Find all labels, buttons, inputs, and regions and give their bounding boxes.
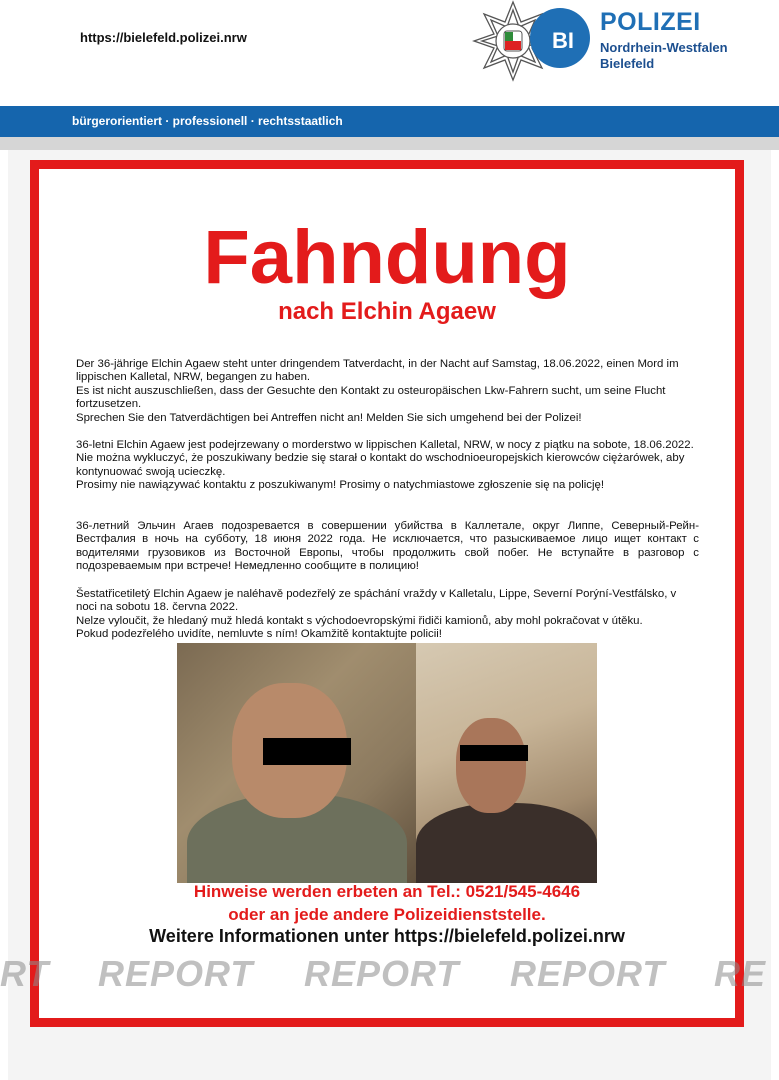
slogan-text: bürgerorientiert · professionell · rechtsstaatlich [72, 114, 343, 128]
divider-bar [0, 137, 779, 150]
poster-title: Fahndung [203, 215, 571, 300]
polish-line-1: 36-letni Elchin Agaew jest podejrzewany o morderstwo w lippischen Kalletal, NRW, w nocy z piątku na sobote, 18.06.2022. [76, 439, 694, 451]
more-info-line: Weitere Informationen unter https://bielefeld.polizei.nrw [149, 926, 625, 946]
bi-logo-text: BI [552, 28, 574, 53]
contact-line-1: Hinweise werden erbeten an Tel.: 0521/545-4646 [193, 882, 581, 901]
czech-line-1: Šestatřicetiletý Elchin Agaew je naléhavě podezřelý ze spáchání vraždy v Kalletalu, Lippe, Severní Porýní-Vestfálsko, v noci na sobotu 18. června 2022. [76, 588, 677, 614]
poster-subtitle: nach Elchin Agaew [278, 298, 496, 325]
photo-2-face [456, 718, 526, 813]
watermark-partial-right: RE [714, 953, 767, 994]
photo-2-eye-bar [460, 745, 528, 761]
photo-2-shirt [416, 803, 597, 883]
page-header [0, 0, 779, 106]
watermark-partial-left: RT [0, 953, 50, 994]
german-line-1: Der 36-jährige Elchin Agaew steht unter dringendem Tatverdacht, in der Nacht auf Samstag, 18.06.2022, einen Mord im lippischen Kalletal, NRW, begangen zu haben. [76, 358, 679, 384]
german-line-2: Es ist nicht auszuschließen, dass der Gesuchte den Kontakt zu osteuropäischen Lkw-Fahrern sucht, um seine Flucht fortzusetzen. [76, 384, 666, 411]
german-notice [76, 358, 699, 425]
polish-line-2: Nie można wykluczyć, że poszukiwany bedzie się starał o kontakt do wschodnioeuropejskich kierowców ciężarówek, aby kontynuować swoją ucieczkę. [76, 452, 685, 478]
watermark-1: REPORT [98, 953, 254, 994]
russian-notice [76, 520, 699, 574]
state-name: Nordrhein-Westfalen [600, 40, 728, 55]
watermark-3: REPORT [510, 953, 666, 994]
photo-1-eye-bar [263, 738, 351, 765]
czech-notice [76, 588, 699, 642]
header-url: https://bielefeld.polizei.nrw [80, 30, 247, 45]
german-line-3: Sprechen Sie den Tatverdächtigen bei Antreffen nicht an! Melden Sie sich umgehend bei der Polizei! [76, 411, 582, 424]
org-name: POLIZEI [600, 8, 701, 36]
watermark-2: REPORT [304, 953, 460, 994]
czech-line-2: Nelze vyloučit, že hledaný muž hledá kontakt s východoevropskými řidiči kamionů, aby mohl pokračovat v útěku. [76, 614, 643, 627]
russian-text: 36-летний Эльчин Агаев подозревается в совершении убийства в Каллетале, округ Липпе, Северный-Рейн-Вестфалия в ночь на субботу, 18 июня 2022 года. Не исключается, что разыскиваемое лицо ищет контакт с водителями грузовиков из Восточной Европы, чтобы продолжить свой побег. Не вступайте в разговор с подозреваемым при встрече! Немедленно сообщите в полицию! [76, 520, 699, 573]
czech-line-3: Pokud podezřelého uvidíte, nemluvte s ním! Okamžitě kontaktujte policii! [76, 628, 442, 641]
polish-notice [76, 439, 699, 493]
suspect-photo-2 [416, 643, 597, 883]
polish-line-3: Prosimy nie nawiązywać kontaktu z poszukiwanym! Prosimy o natychmiastowe zgłoszenie się na policję! [76, 479, 604, 492]
suspect-photo-1 [177, 643, 416, 883]
city-name: Bielefeld [600, 56, 655, 71]
contact-line-2: oder an jede andere Polizeidienststelle. [228, 905, 546, 924]
slogan-bar [0, 106, 779, 137]
